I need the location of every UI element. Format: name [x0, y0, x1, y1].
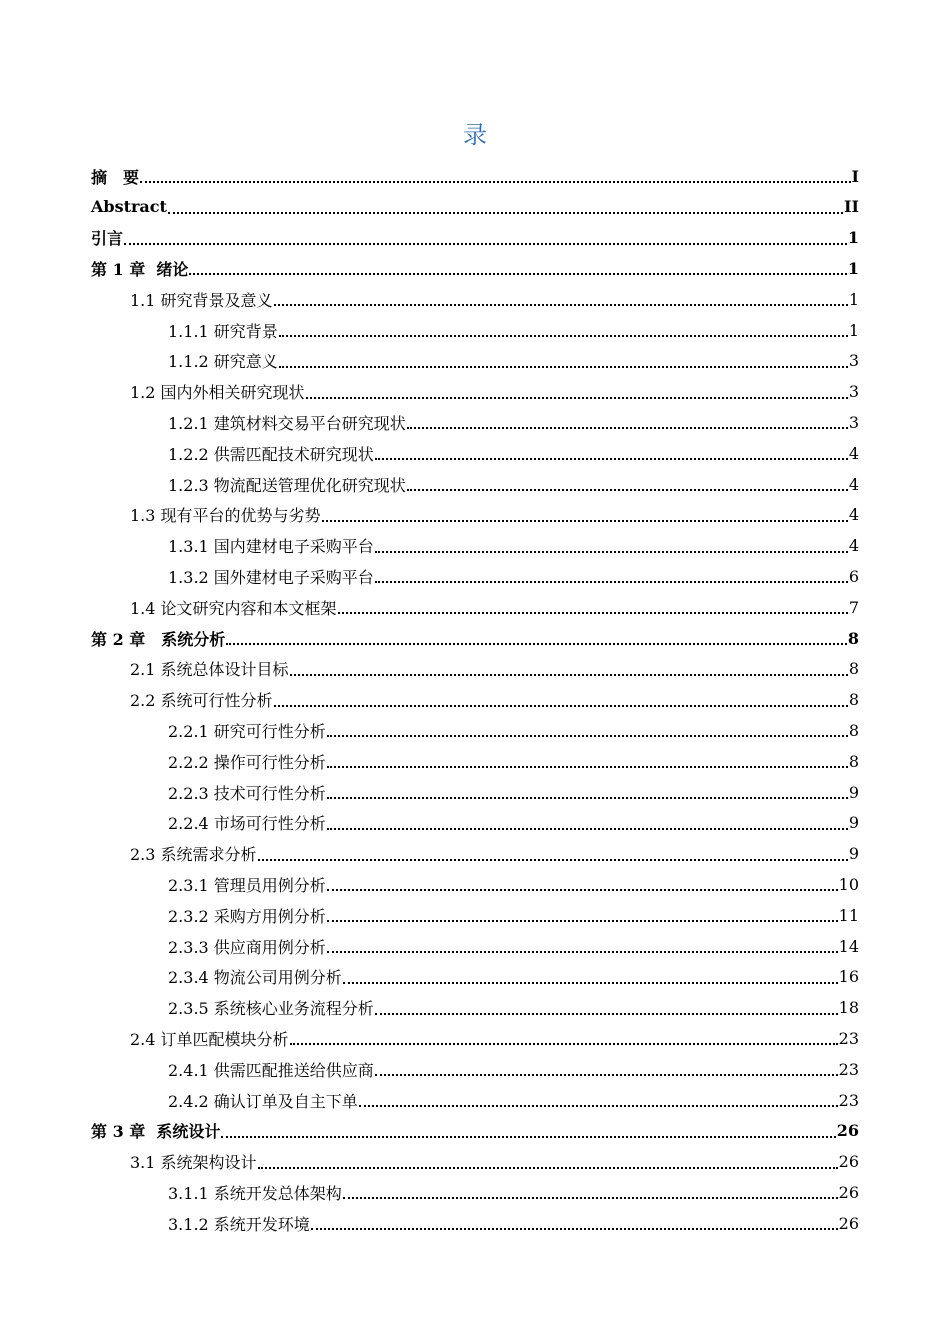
dot-leader: [327, 889, 838, 891]
toc-entry-label: 1.3.1 国内建材电子采购平台: [168, 537, 374, 557]
dot-leader: [375, 1013, 838, 1015]
toc-entry-label: 1.3 现有平台的优势与劣势: [130, 506, 321, 526]
toc-entry-label: 2.4.1 供需匹配推送给供应商: [168, 1060, 374, 1080]
toc-entry[interactable]: [168, 746, 859, 776]
toc-entry-page-number: 8: [848, 720, 859, 740]
dot-leader: [343, 982, 838, 984]
dot-leader: [327, 920, 838, 922]
toc-entry-label: 3.1.1 系统开发总体架构: [168, 1183, 342, 1203]
toc-entry[interactable]: [130, 1147, 859, 1177]
toc-entry-label: 第 1 章 绪论: [91, 259, 189, 279]
toc-entry-page-number: 8: [848, 751, 859, 771]
toc-entry-page-number: 9: [848, 844, 859, 864]
toc-entry[interactable]: [130, 284, 859, 314]
dot-leader: [140, 181, 851, 183]
toc-entry-label: 引言: [91, 229, 124, 249]
dot-leader: [258, 1167, 838, 1169]
toc-entry[interactable]: [168, 900, 859, 930]
toc-entry-page-number: 3: [848, 382, 859, 402]
toc-entry[interactable]: [168, 808, 859, 838]
toc-entry-label: 2.4 订单匹配模块分析: [130, 1029, 289, 1049]
toc-entry-page-number: 1: [848, 289, 859, 309]
dot-leader: [322, 520, 848, 522]
toc-entry-label: 3.1.2 系统开发环境: [168, 1214, 310, 1234]
dot-leader: [327, 797, 848, 799]
toc-entry-label: 1.4 论文研究内容和本文框架: [130, 598, 337, 618]
toc-entry[interactable]: [130, 654, 859, 684]
toc-entry-page-number: 1: [847, 258, 859, 278]
toc-entry-label: 3.1 系统架构设计: [130, 1153, 257, 1173]
dot-leader: [290, 1043, 838, 1045]
toc-entry-page-number: 4: [848, 474, 859, 494]
dot-leader: [327, 735, 848, 737]
dot-leader: [375, 458, 848, 460]
dot-leader: [279, 366, 848, 368]
toc-entry[interactable]: [168, 777, 859, 807]
toc-entry[interactable]: [168, 407, 859, 437]
toc-entry-page-number: 26: [838, 1213, 859, 1233]
dot-leader: [327, 828, 848, 830]
toc-entry-label: 第 2 章 系统分析: [91, 629, 226, 649]
toc-entry-label: 第 3 章 系统设计: [91, 1122, 221, 1142]
dot-leader: [375, 1074, 838, 1076]
toc-entry-label: 2.1 系统总体设计目标: [130, 660, 289, 680]
toc-entry-label: 1.2.1 建筑材料交易平台研究现状: [168, 413, 406, 433]
toc-entry-page-number: 4: [848, 443, 859, 463]
toc-entry-label: 2.2.2 操作可行性分析: [168, 752, 326, 772]
toc-entry[interactable]: [130, 1023, 859, 1053]
toc-entry-label: 2.2 系统可行性分析: [130, 691, 273, 711]
toc-entry-page-number: 1: [847, 228, 859, 248]
toc-entry-page-number: 10: [838, 874, 859, 894]
toc-entry-page-number: 9: [848, 813, 859, 833]
toc-entry[interactable]: [91, 192, 859, 222]
toc-entry[interactable]: [168, 1085, 859, 1115]
toc-entry-page-number: 1: [848, 320, 859, 340]
toc-entry-label: 2.3.5 系统核心业务流程分析: [168, 999, 374, 1019]
dot-leader: [359, 1105, 838, 1107]
dot-leader: [327, 766, 848, 768]
dot-leader: [274, 705, 848, 707]
toc-entry-label: 2.4.2 确认订单及自主下单: [168, 1091, 358, 1111]
dot-leader: [327, 951, 838, 953]
toc-entry-label: Abstract: [91, 197, 167, 217]
dot-leader: [168, 212, 843, 214]
toc-entry[interactable]: [168, 715, 859, 745]
toc-entry[interactable]: [168, 1177, 859, 1207]
toc-entry[interactable]: [168, 1054, 859, 1084]
toc-entry[interactable]: [168, 531, 859, 561]
toc-entry-page-number: 8: [848, 659, 859, 679]
toc-entry-page-number: 23: [838, 1090, 859, 1110]
toc-entry-page-number: 8: [848, 690, 859, 710]
toc-entry[interactable]: [91, 253, 859, 283]
dot-leader: [407, 427, 848, 429]
dot-leader: [338, 612, 848, 614]
toc-entry-page-number: 16: [838, 967, 859, 987]
toc-entry-label: 1.3.2 国外建材电子采购平台: [168, 567, 374, 587]
toc-entry[interactable]: [130, 377, 859, 407]
toc-entry-label: 2.2.3 技术可行性分析: [168, 783, 326, 803]
dot-leader: [274, 304, 848, 306]
toc-entry[interactable]: [91, 223, 859, 253]
toc-entry-page-number: 26: [838, 1152, 859, 1172]
dot-leader: [124, 243, 847, 245]
toc-entry-page-number: 14: [838, 936, 859, 956]
toc-entry-page-number: 11: [838, 905, 859, 925]
toc-entry[interactable]: [91, 623, 859, 653]
toc-entry-label: 2.3.3 供应商用例分析: [168, 937, 326, 957]
toc-entry-page-number: II: [844, 197, 859, 217]
toc-entry[interactable]: [168, 962, 859, 992]
toc-entry[interactable]: [168, 931, 859, 961]
dot-leader: [226, 643, 847, 645]
toc-entry-label: 1.1.1 研究背景: [168, 321, 278, 341]
toc-entry[interactable]: [168, 315, 859, 345]
dot-leader: [306, 397, 848, 399]
toc-entry-page-number: 4: [848, 505, 859, 525]
toc-entry-page-number: 23: [838, 1059, 859, 1079]
toc-entry[interactable]: [130, 685, 859, 715]
toc-entry[interactable]: [168, 438, 859, 468]
toc-entry[interactable]: [168, 346, 859, 376]
toc-entry-label: 2.3.4 物流公司用例分析: [168, 968, 342, 988]
toc-entry-label: 2.3 系统需求分析: [130, 845, 257, 865]
dot-leader: [279, 335, 848, 337]
dot-leader: [343, 1197, 838, 1199]
toc-entry[interactable]: [168, 993, 859, 1023]
toc-entry-page-number: I: [851, 166, 859, 186]
toc-entry[interactable]: [130, 500, 859, 530]
toc-entry[interactable]: [91, 1116, 859, 1146]
dot-leader: [290, 674, 848, 676]
toc-entry-page-number: 6: [848, 566, 859, 586]
toc-entry-page-number: 26: [836, 1121, 859, 1141]
dot-leader: [375, 581, 848, 583]
toc-entry-label: 摘 要: [91, 167, 140, 187]
toc-entry-label: 2.3.2 采购方用例分析: [168, 906, 326, 926]
toc-entry[interactable]: [130, 592, 859, 622]
toc-entry-page-number: 23: [838, 1028, 859, 1048]
toc-entry-label: 1.1 研究背景及意义: [130, 290, 273, 310]
toc-entry-label: 1.2.2 供需匹配技术研究现状: [168, 444, 374, 464]
toc-entry-label: 2.3.1 管理员用例分析: [168, 875, 326, 895]
toc-entry[interactable]: [130, 839, 859, 869]
toc-entry-label: 2.2.4 市场可行性分析: [168, 814, 326, 834]
toc-entry-page-number: 18: [838, 998, 859, 1018]
dot-leader: [375, 551, 848, 553]
toc-entry-label: 1.2 国内外相关研究现状: [130, 383, 305, 403]
dot-leader: [407, 489, 848, 491]
toc-entry-label: 1.2.3 物流配送管理优化研究现状: [168, 475, 406, 495]
toc-entry-page-number: 8: [847, 628, 859, 648]
toc-entry[interactable]: [91, 161, 859, 191]
toc-entry-page-number: 3: [848, 351, 859, 371]
toc-entry-label: 1.1.2 研究意义: [168, 352, 278, 372]
toc-entry-page-number: 26: [838, 1182, 859, 1202]
dot-leader: [221, 1136, 835, 1138]
toc-entry-page-number: 9: [848, 782, 859, 802]
dot-leader: [189, 273, 846, 275]
toc-entry[interactable]: [168, 469, 859, 499]
dot-leader: [258, 859, 848, 861]
toc-title: 录: [463, 121, 487, 149]
toc-entry-page-number: 7: [848, 597, 859, 617]
toc-entry-page-number: 4: [848, 536, 859, 556]
toc-entry[interactable]: [168, 869, 859, 899]
toc-entry-page-number: 3: [848, 412, 859, 432]
toc-entry[interactable]: [168, 1208, 859, 1238]
toc-entry-label: 2.2.1 研究可行性分析: [168, 721, 326, 741]
toc-entry[interactable]: [168, 561, 859, 591]
dot-leader: [311, 1228, 838, 1230]
